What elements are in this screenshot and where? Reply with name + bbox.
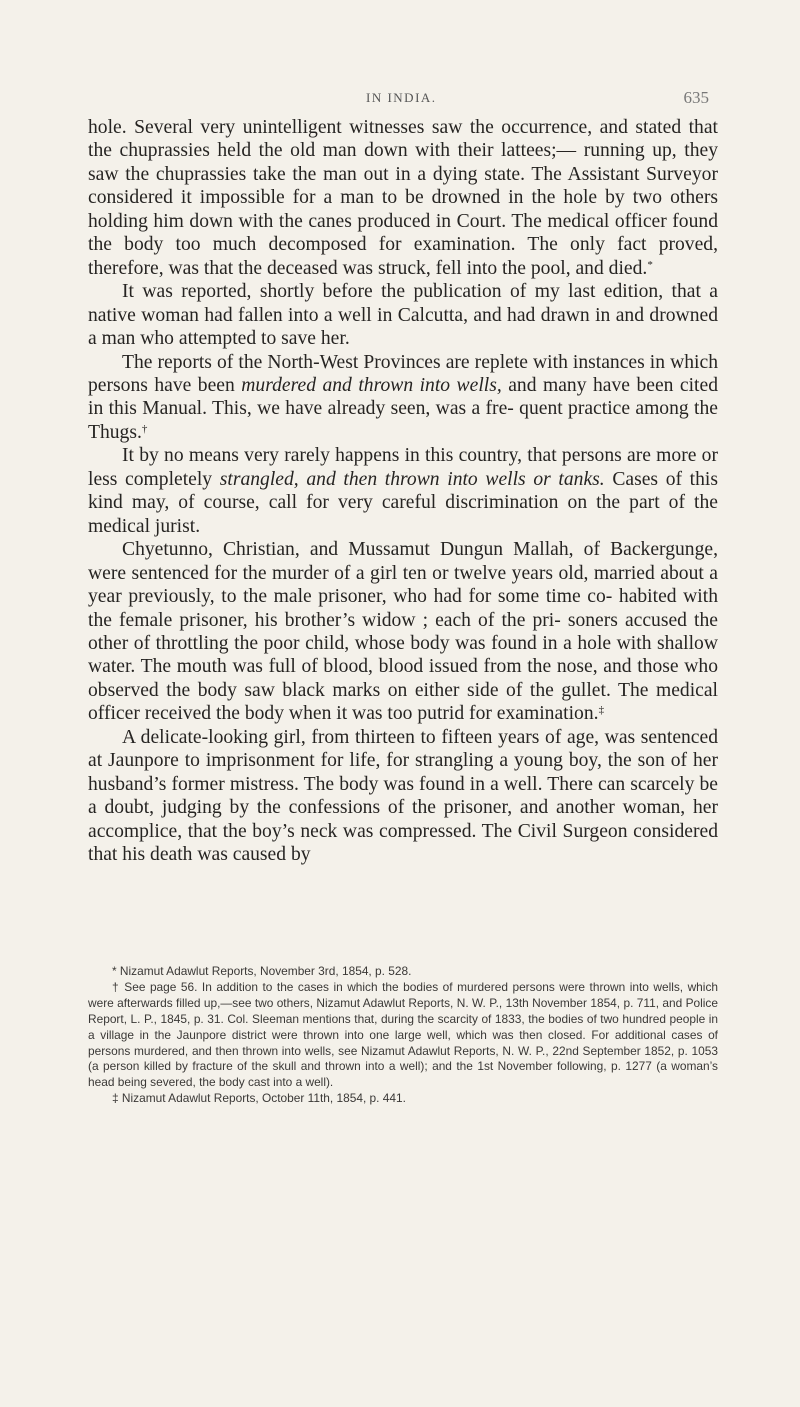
paragraph (88, 726, 718, 867)
paragraph-text: Cases of this kind may, of course, call for very careful discrimination on the part of the medical jurist. (88, 468, 718, 537)
footnote-marker: † (141, 422, 148, 435)
italic-text: murdered and thrown into wells, (241, 374, 502, 396)
footnote: ‡ Nizamut Adawlut Reports, October 11th, 1854, p. 441. (112, 1091, 406, 1106)
paragraph-text: hole. Several very unintelligent witnesses saw the occurrence, and stated that the chuprassies held the old man down with their lattees;— running up, they saw the chuprassies take the man out in a dying state. The Assistant Surveyor considered it impossible for a man to be drowned in the hole by two others holding him down with the canes produced in Court. The medical officer found the body too much decomposed for examination. The only fact proved, therefore, was that the deceased was struck, fell into the pool, and died. (88, 117, 718, 279)
paragraph (88, 116, 718, 280)
footnotes (88, 964, 718, 1107)
paragraph-text: It was reported, shortly before the publication of my last edition, that a native woman had fallen into a well in Calcutta, and had drawn in and drowned a man who attempted to save her. (88, 281, 718, 350)
paragraph (88, 351, 718, 445)
paragraph-text: Chyetunno, Christian, and Mussamut Dungun Mallah, of Backergunge, were sentenced for the murder of a girl ten or twelve years old, married about a year previously, to the male prisoner, who had for some time co- habited with the female prisoner, his brother’s widow ; each of the pri- soners accused the other of throttling the poor child, whose body was found in a hole with shallow water. The mouth was full of blood, blood issued from the nose, and those who observed the body saw black marks on either side of the gullet. The medical officer received the body when it was too putrid for examination. (88, 539, 718, 725)
footnote: * Nizamut Adawlut Reports, November 3rd, 1854, p. 528. (112, 964, 412, 978)
page-number: 635 (683, 88, 709, 107)
footnote-marker: * (647, 258, 653, 271)
paragraph-text: and many have been cited in this Manual. This, we have already seen, was a fre- quent practice among the Thugs. (88, 374, 718, 443)
body-text (88, 116, 718, 867)
footnote-marker: ‡ (598, 704, 605, 717)
paragraph (88, 280, 718, 350)
italic-text: strangled, and then thrown into wells or tanks. (219, 468, 605, 490)
page-header (0, 90, 800, 114)
paragraph (88, 444, 718, 538)
paragraph-text: The reports of the North-West Provinces are replete with instances in which persons have been (88, 351, 718, 396)
footnote: † See page 56. In addition to the cases in which the bodies of murdered persons were thrown into wells, which were afterwards filled up,—see two others, Nizamut Adawlut Reports, N. W. P., 13th November 1854, p. 711, and Police Report, L. P., 1845, p. 31. Col. Sleeman mentions that, during the scarcity of 1833, the bodies of two hundred people in a village in the Jaunpore district were thrown into one large well, which was then closed. For additional cases of persons murdered, and then thrown into wells, see Nizamut Adawlut Reports, N. W. P., 22nd September 1852, p. 1053 (a person killed by fracture of the skull and thrown into a well); and the 1st November following, p. 1277 (a woman’s head being severed, the body cast into a well). (88, 979, 718, 1090)
paragraph-text: A delicate-looking girl, from thirteen to fifteen years of age, was sentenced at Jaunpore to imprisonment for life, for strangling a young boy, the son of her husband’s former mistress. The body was found in a well. There can scarcely be a doubt, judging by the confessions of the prisoner, and another woman, her accomplice, that the boy’s neck was compressed. The Civil Surgeon considered that his death was caused by (88, 726, 718, 866)
running-head: IN INDIA. (366, 90, 437, 105)
paragraph-text: It by no means very rarely happens in this country, that persons are more or less completely (88, 445, 718, 490)
paragraph (88, 538, 718, 726)
